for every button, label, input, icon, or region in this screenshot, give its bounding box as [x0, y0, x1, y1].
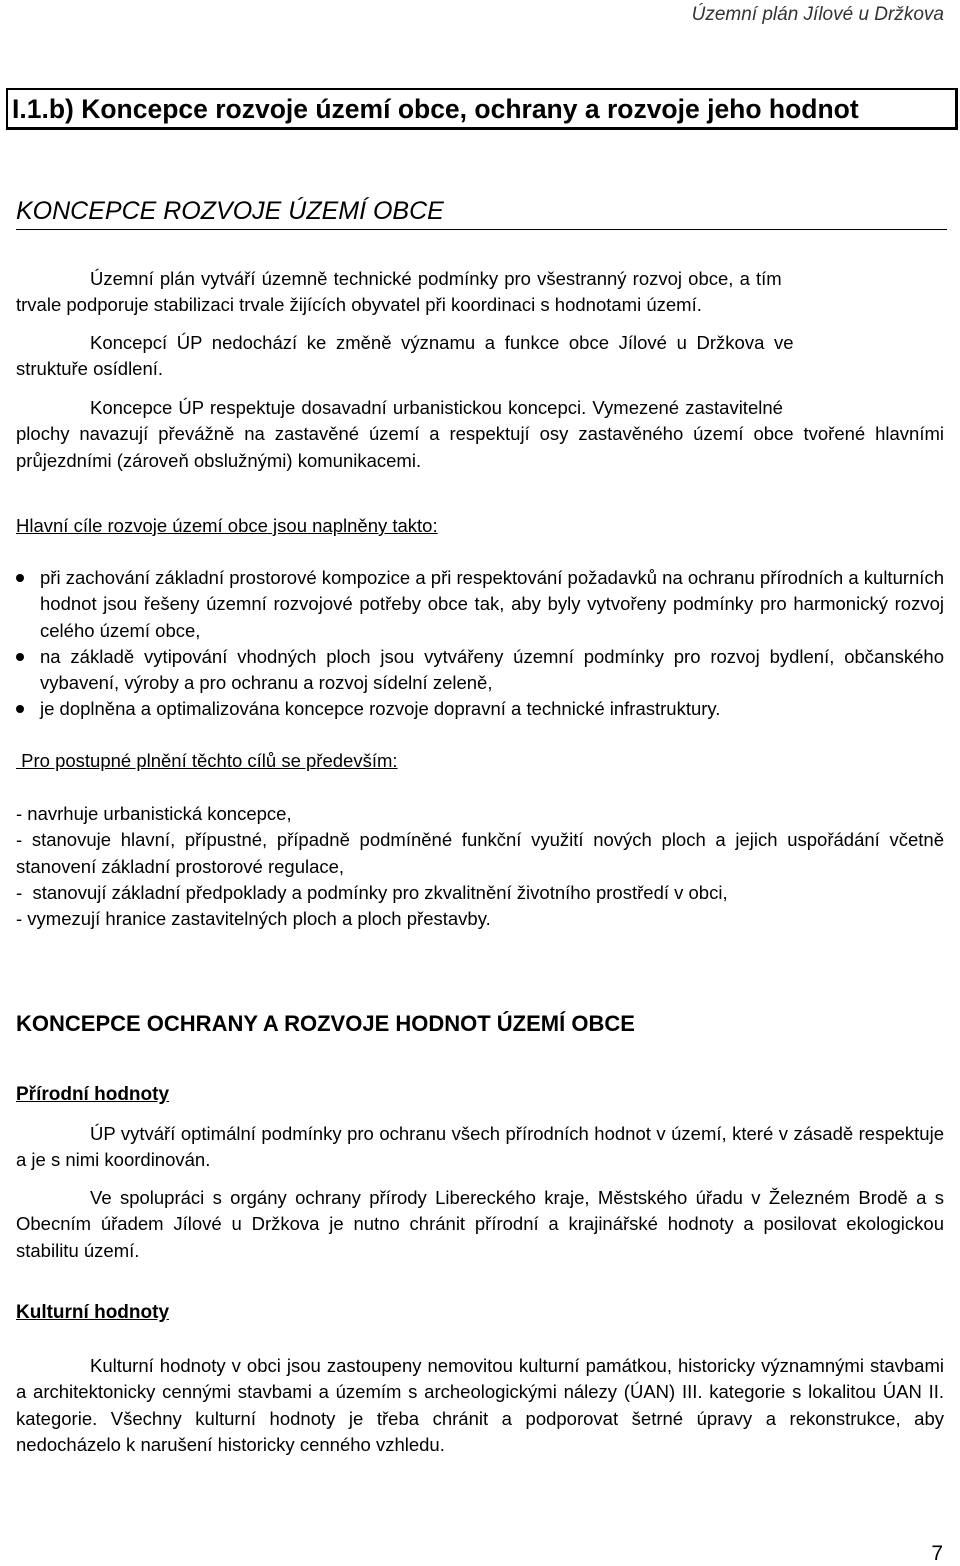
goals-list-item: je doplněna a optimalizována koncepce rozvoje dopravní a technické infrastruktury.	[16, 696, 944, 722]
steps-list-item: - stanovují základní předpoklady a podmínky pro zkvalitnění životního prostředí v obci,	[16, 881, 728, 903]
goals-list-item: na základě vytipování vhodných ploch jsou vytvářeny územní podmínky pro rozvoj bydlení, občanského vybavení, výroby a pro ochranu a rozvoj sídelní zeleně,	[16, 644, 944, 697]
paragraph-settlement-line2: struktuře osídlení.	[16, 358, 164, 380]
goals-heading: Hlavní cíle rozvoje území obce jsou naplněny takto:	[16, 515, 438, 536]
paragraph-concept-line1: Koncepce ÚP respektuje dosavadní urbanistickou koncepci. Vymezené zastavitelné	[90, 397, 783, 418]
paragraph-intro-line2: trvale podporuje stabilizaci trvale žijících obyvatel při koordinaci s hodnotami území.	[16, 294, 702, 316]
cultural-values-heading: Kulturní hodnoty	[16, 1302, 170, 1323]
bullet-icon	[16, 653, 24, 661]
chapter-title: I.1.b) Koncepce rozvoje území obce, ochrany a rozvoje jeho hodnot	[6, 88, 958, 130]
natural-values-heading: Přírodní hodnoty	[16, 1084, 170, 1105]
page-number: 7	[931, 1542, 943, 1565]
steps-list-item: - stanovuje hlavní, přípustné, případně podmíněné funkční využití nových ploch a jejich uspořádání včetně stanovení základní prostorové regulace,	[16, 829, 944, 877]
bullet-icon	[16, 705, 24, 713]
goals-list	[16, 565, 944, 723]
paragraph-intro	[16, 266, 944, 319]
paragraph-concept-rest: plochy navazují převážně na zastavěné území a respektují osy zastavěného území obce tvořené hlavními průjezdními (zároveň obslužnými) komunikacemi.	[16, 423, 944, 471]
section-heading-development: KONCEPCE ROZVOJE ÚZEMÍ OBCE	[16, 196, 947, 230]
steps-list-item: - vymezují hranice zastavitelných ploch a ploch přestavby.	[16, 908, 491, 930]
paragraph-concept	[16, 395, 944, 474]
section-heading-values: KONCEPCE OCHRANY A ROZVOJE HODNOT ÚZEMÍ OBCE	[16, 1011, 635, 1036]
paragraph-settlement	[16, 330, 944, 383]
steps-list	[16, 801, 944, 932]
steps-list-item: - navrhuje urbanistická koncepce,	[16, 803, 292, 824]
steps-heading: Pro postupné plnění těchto cílů se především:	[16, 750, 398, 771]
goals-list-item: při zachování základní prostorové kompozice a při respektování požadavků na ochranu přírodních a kulturních hodnot jsou řešeny územní rozvojové potřeby obce tak, aby byly vytvořeny podmínky pro harmonický rozvoj celého území obce,	[16, 565, 944, 644]
paragraph-intro-line1: Územní plán vytváří územně technické podmínky pro všestranný rozvoj obce, a tím	[90, 268, 782, 289]
paragraph-settlement-line1: Koncepcí ÚP nedochází ke změně významu a funkce obce Jílové u Držkova ve	[90, 332, 794, 353]
natural-values-paragraph-1: ÚP vytváří optimální podmínky pro ochranu všech přírodních hodnot v území, které v zásadě respektuje a je s nimi koordinován.	[16, 1123, 944, 1171]
page-header-title: Územní plán Jílové u Držkova	[691, 4, 944, 25]
natural-values-paragraph-2: Ve spolupráci s orgány ochrany přírody Libereckého kraje, Městského úřadu v Železném Brodě a s Obecním úřadem Jílové u Držkova je nutno chránit přírodní a krajinářské hodnoty a posilovat ekologickou stabilitu území.	[16, 1187, 944, 1261]
bullet-icon	[16, 574, 24, 582]
cultural-values-paragraph: Kulturní hodnoty v obci jsou zastoupeny nemovitou kulturní památkou, historicky významnými stavbami a architektonicky cennými stavbami a územím s archeologickými nálezy (ÚAN) III. kategorie s lokalitou ÚAN II. kategorie. Všechny kulturní hodnoty je třeba chránit a podporovat šetrné úpravy a rekonstrukce, aby nedocházelo k narušení historicky cenného vzhledu.	[16, 1355, 944, 1455]
